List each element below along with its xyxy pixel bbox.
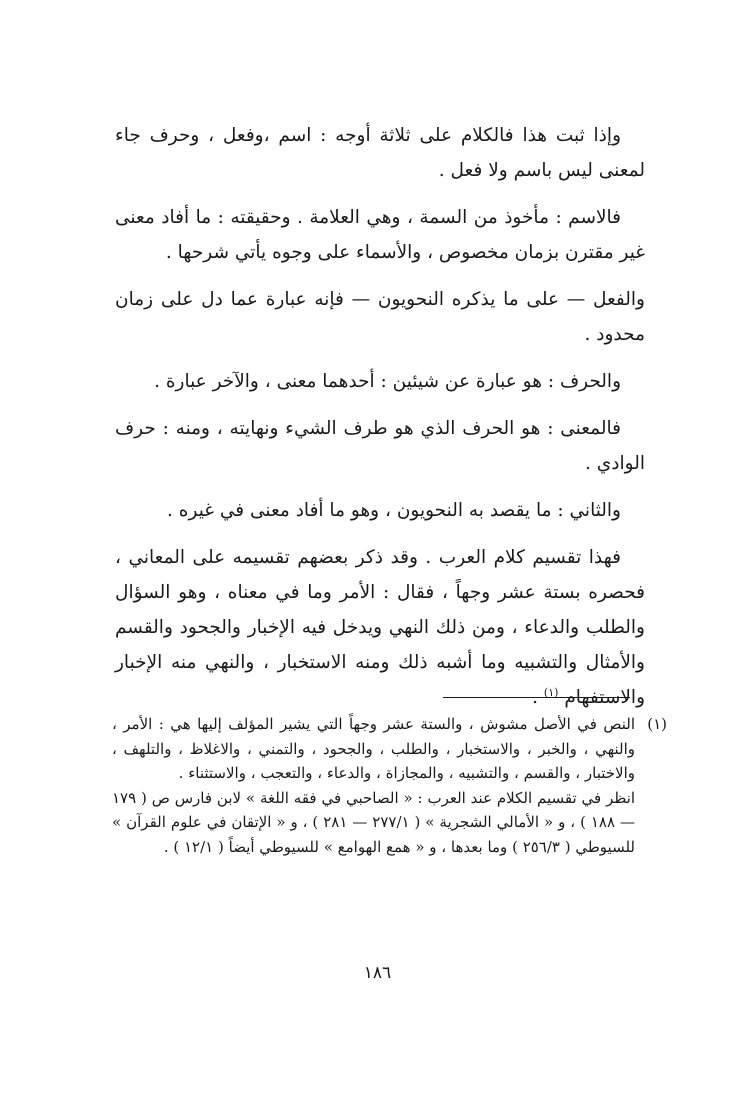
footnote-marker: (١) [647,715,667,733]
footnote-line: النص في الأصل مشوش ، والستة عشر وجهاً التي يشير المؤلف إليها هي : الأمر ، والنهي ، والخبر ، والاستخبار ، والطلب ، والجحود ، والتمني ، والاغلاظ ، والتلهف ، والاختبار ، والقسم ، والتشبيه ، والمجازاة ، والدعاء ، والتعجب ، والاستثناء . [112,715,635,782]
footnote-line: انظر في تقسيم الكلام عند العرب : « الصاحبي في فقه اللغة » لابن فارس ص ( ١٧٩ — ١٨٨ ) ، و « الأمالي الشجرية » ( ٢٧٧/١ — ٢٨١ ) ، و « الإتقان في علوم القرآن » للسيوطي ( ٢٥٦/٣ ) وما بعدها ، و « همع الهوامع » للسيوطي أيضاً ( ١٢/١ ) . [112,788,635,856]
footnote-body [112,712,635,859]
paragraph: فالمعنى : هو الحرف الذي هو طرف الشيء ونهايته ، ومنه : حرف الوادي . [115,418,645,474]
page-number: ١٨٦ [363,963,392,983]
paragraph-end: . [532,687,544,708]
paragraph-text: فهذا تقسيم كلام العرب . وقد ذكر بعضهم تقسيمه على المعاني ، فحصره بستة عشر وجهاً ، فقال : الأمر وما في معناه ، وهو السؤال والطلب والدعاء ، ومن ذلك النهي ويدخل فيه الإخبار والجحود والقسم والأمثال والتشبيه وما أشبه ذلك ومنه الاستخبار ، والنهي منه الإخبار والاستفهام [115,547,645,708]
paragraph: والحرف : هو عبارة عن شيئين : أحدهما معنى ، والآخر عبارة . [154,371,621,392]
paragraph-last [115,540,645,715]
main-text [115,118,645,727]
footnote [112,712,667,859]
footnote-separator [443,697,630,698]
paragraph: والثاني : ما يقصد به النحويون ، وهو ما أفاد معنى في غيره . [167,500,621,521]
footnote-reference: (١) [543,685,559,699]
paragraph: والفعل — على ما يذكره النحويون — فإنه عبارة عما دل على زمان محدود . [115,289,645,345]
paragraph: فالاسم : مأخوذ من السمة ، وهي العلامة . وحقيقته : ما أفاد معنى غير مقترن بزمان مخصوص ، والأسماء على وجوه يأتي شرحها . [115,207,645,263]
paragraph: وإذا ثبت هذا فالكلام على ثلاثة أوجه : اسم ،وفعل ، وحرف جاء لمعنى ليس باسم ولا فعل . [115,125,645,181]
footnotes [112,712,667,859]
